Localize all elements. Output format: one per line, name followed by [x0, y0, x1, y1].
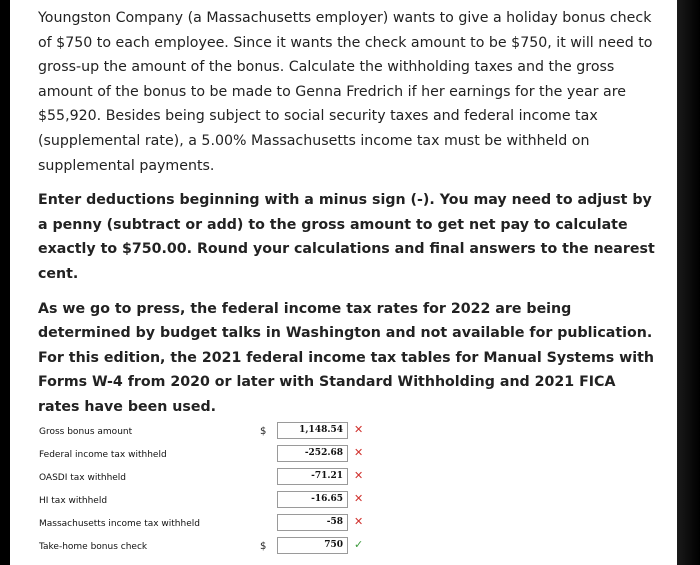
question-panel [10, 0, 677, 565]
correct-check-icon: ✓ [354, 538, 364, 551]
table-row [38, 445, 658, 468]
question-text [38, 6, 658, 430]
row-label: Gross bonus amount [39, 427, 133, 437]
currency-symbol: $ [260, 426, 267, 437]
problem-instructions: Enter deductions beginning with a minus sign (-). You may need to adjust by a penny (subtract or add) to the gross amount to get net pay to calculate exactly to $750.00. Round your calculations and final answers to the nearest cent. [38, 192, 655, 282]
currency-symbol: $ [260, 541, 267, 552]
row-label: OASDI tax withheld [39, 473, 127, 483]
problem-note: As we go to press, the federal income tax rates for 2022 are being determined by budget talks in Washington and not available for publication. For this edition, the 2021 federal income tax tables for Manual Systems with Forms W-4 from 2020 or later with Standard Withholding and 2021 FICA rates have been used. [38, 300, 654, 415]
massachusetts-tax-input[interactable]: -58 [277, 514, 348, 531]
row-label: HI tax withheld [39, 496, 108, 506]
row-label: Federal income tax withheld [39, 450, 167, 460]
take-home-input[interactable]: 750 [277, 537, 348, 554]
table-row [38, 491, 658, 514]
oasdi-tax-input[interactable]: -71.21 [277, 468, 348, 485]
incorrect-icon: ✕ [354, 446, 364, 459]
incorrect-icon: ✕ [354, 469, 364, 482]
row-label: Massachusetts income tax withheld [39, 519, 200, 529]
hi-tax-input[interactable]: -16.65 [277, 491, 348, 508]
gross-bonus-input[interactable]: 1,148.54 [277, 422, 348, 439]
table-row [38, 468, 658, 491]
incorrect-icon: ✕ [354, 492, 364, 505]
table-row [38, 514, 658, 537]
screen-edge [677, 0, 700, 565]
answer-table [38, 422, 658, 560]
table-row [38, 422, 658, 445]
federal-tax-input[interactable]: -252.68 [277, 445, 348, 462]
incorrect-icon: ✕ [354, 423, 364, 436]
table-row [38, 537, 658, 560]
problem-intro: Youngston Company (a Massachusetts employer) wants to give a holiday bonus check of $750 to each employee. Since it wants the check amount to be $750, it will need to gross-up the amount of the bonus. Calculate the withholding taxes and the gross amount of the bonus to be made to Genna Fredrich if her earnings for the year are $55,920. Besides being subject to social security taxes and federal income tax (supplemental rate), a 5.00% Massachusetts income tax must be withheld on supplemental payments. [38, 10, 653, 174]
row-label: Take-home bonus check [39, 542, 148, 552]
incorrect-icon: ✕ [354, 515, 364, 528]
